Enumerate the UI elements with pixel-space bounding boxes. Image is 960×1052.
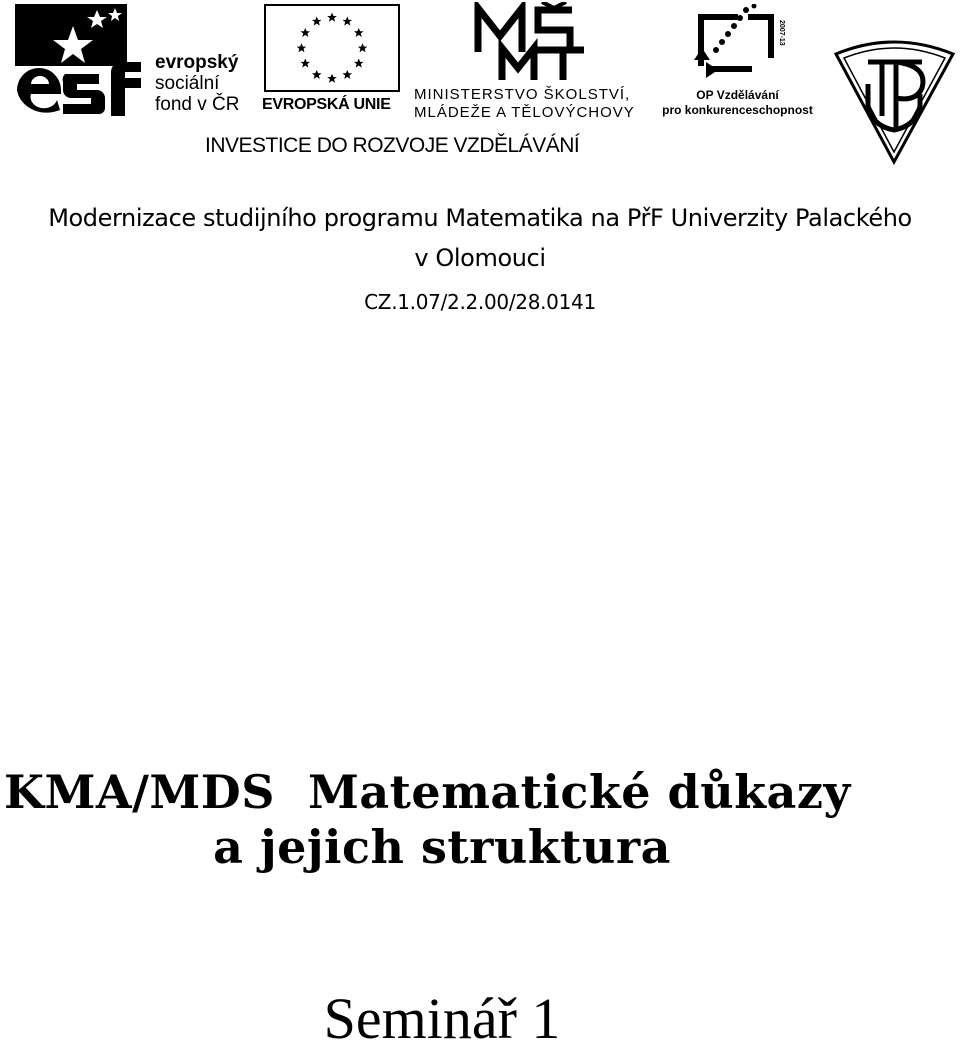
op-logo-text <box>660 88 815 118</box>
project-code: CZ.1.07/2.2.00/28.0141 <box>364 290 596 314</box>
esf-line3: fond v ČR <box>155 94 240 115</box>
esf-line1: evropský <box>155 52 239 73</box>
op-years: 2007-13 <box>778 20 785 46</box>
msmt-line1: MINISTERSTVO ŠKOLSTVÍ, <box>414 86 631 103</box>
op-logo-icon <box>694 4 794 86</box>
msmt-logo-text <box>414 86 635 122</box>
esf-line2: sociální <box>155 73 220 94</box>
course-title-line1: KMA/MDS Matematické důkazy <box>4 765 851 819</box>
op-line1: OP Vzdělávání <box>696 88 779 102</box>
eu-label: EVROPSKÁ UNIE <box>262 96 391 113</box>
esf-logo-icon <box>15 4 145 116</box>
up-logo <box>832 36 957 166</box>
msmt-logo <box>412 2 657 120</box>
palacky-university-shield-icon <box>832 36 957 166</box>
slogan: INVESTICE DO ROZVOJE VZDĚLÁVÁNÍ <box>205 134 580 157</box>
msmt-line2: MLÁDEŽE A TĚLOVÝCHOVY <box>414 104 635 121</box>
op-line2: pro konkurenceschopnost <box>662 103 813 117</box>
esf-logo <box>15 4 260 119</box>
project-title-line1: Modernizace studijního programu Matematika na PřF Univerzity Palackého <box>48 204 912 232</box>
course-title-line2: a jejich struktura <box>213 820 671 874</box>
op-logo <box>660 4 820 119</box>
eu-logo <box>262 4 404 119</box>
seminar-label: Seminář 1 <box>323 986 561 1051</box>
project-title-line2: v Olomouci <box>414 244 546 272</box>
msmt-logo-icon <box>472 2 592 82</box>
eu-flag-icon <box>264 4 400 92</box>
esf-logo-text <box>155 52 239 115</box>
